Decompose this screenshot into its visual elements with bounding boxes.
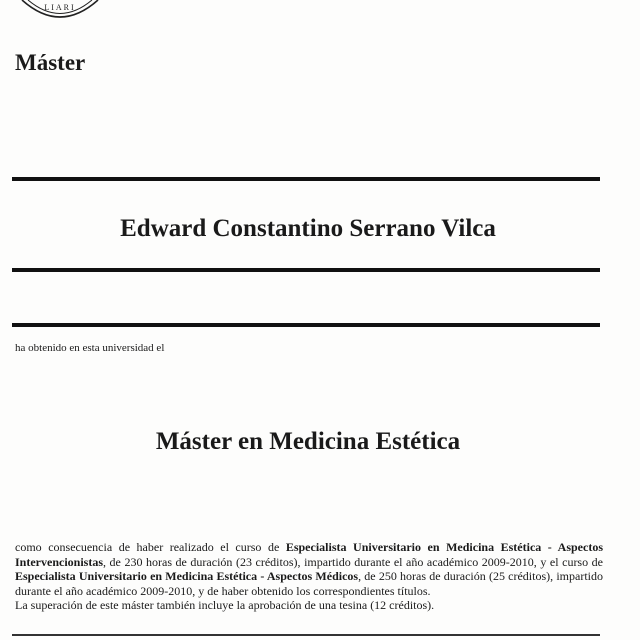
recipient-name: Edward Constantino Serrano Vilca — [120, 215, 496, 242]
degree-title: Máster en Medicina Estética — [155, 428, 461, 455]
rule-top — [12, 177, 600, 181]
course-name-medical: Especialista Universitario en Medicina Estética - Aspectos Médicos — [15, 569, 359, 583]
rule-lower — [12, 323, 600, 327]
intro-text: ha obtenido en esta universidad el — [15, 342, 165, 354]
body-text-segment: como consecuencia de haber realizado el curso de — [15, 540, 286, 554]
degree-label: Máster — [15, 50, 86, 75]
body-text-segment: , de 250 horas de duración (25 créditos), impartido durante el año académico 2009-2010, y de haber obtenido los correspondientes títulos. — [15, 569, 604, 598]
thesis-note: La superación de este máster también incluye la aprobación de una tesina (12 créditos). — [15, 598, 435, 612]
rule-bottom — [12, 634, 600, 636]
university-seal — [0, 0, 120, 22]
course-name-interventional: Especialista Universitario en Medicina Estética - Aspectos Intervencionistas — [15, 540, 603, 569]
body-text — [15, 540, 603, 613]
rule-middle — [12, 268, 600, 272]
body-paragraph — [15, 540, 603, 598]
seal-text: LIARI — [44, 3, 76, 12]
body-text-segment: , de 230 horas de duración (23 créditos), impartido durante el año académico 2009-2010, y el curso de — [103, 554, 603, 569]
